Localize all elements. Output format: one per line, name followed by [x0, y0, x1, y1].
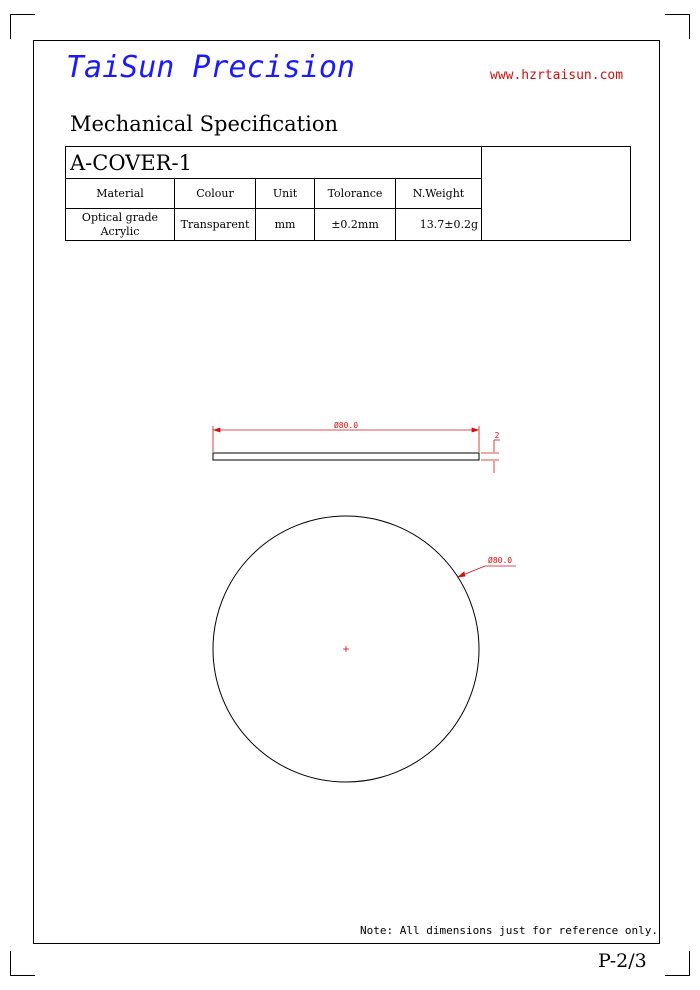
weight-value: 13.7±0.2g: [396, 209, 482, 241]
column-header-weight: N.Weight: [396, 179, 482, 209]
side-width-label: Ø80.0: [333, 421, 359, 430]
material-line-2: Acrylic: [100, 224, 140, 238]
page-title: Mechanical Specification: [70, 112, 338, 136]
tolerance-value: ±0.2mm: [315, 209, 396, 241]
column-header-tolerance: Tolorance: [315, 179, 396, 209]
top-diameter-leader: [458, 566, 516, 577]
thickness-label: 2: [494, 431, 500, 440]
column-header-material: Material: [66, 179, 175, 209]
center-mark: [343, 646, 349, 652]
unit-value: mm: [256, 209, 315, 241]
column-header-colour: Colour: [175, 179, 256, 209]
brand-logo-text: TaiSun Precision: [66, 50, 355, 85]
column-header-unit: Unit: [256, 179, 315, 209]
footer-note: Note: All dimensions just for reference only.: [360, 924, 659, 937]
website-link[interactable]: www.hzrtaisun.com: [490, 68, 624, 83]
colour-value: Transparent: [175, 209, 256, 241]
top-diameter-label: Ø80.0: [488, 556, 513, 565]
part-name: A-COVER-1: [66, 147, 482, 179]
page-number: P-2/3: [598, 950, 647, 972]
side-view-plate: [213, 453, 479, 460]
material-line-1: Optical grade: [81, 210, 159, 224]
thickness-dimension: [481, 440, 500, 473]
